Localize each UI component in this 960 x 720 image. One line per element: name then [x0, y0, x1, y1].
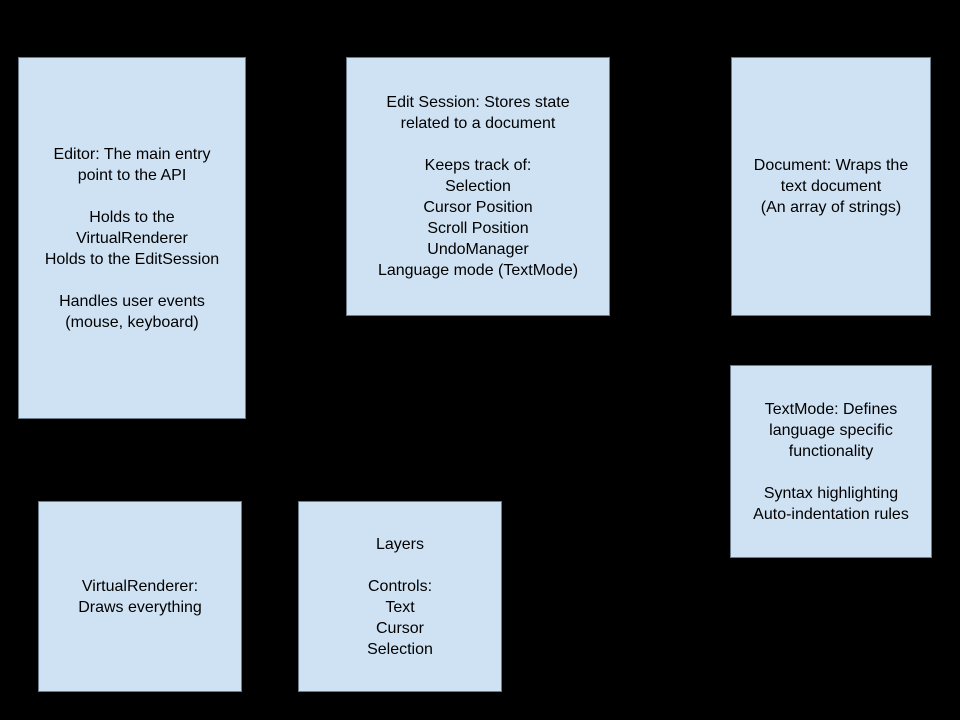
box-text-line: Syntax highlighting [763, 484, 899, 502]
box-text-line: text document [780, 178, 882, 195]
box-text-line: point to the API [77, 166, 187, 184]
box-text-line: Document: Wraps the [753, 157, 909, 174]
box-text-line: Controls: [367, 577, 433, 595]
box-text-line: Editor: The main entry [53, 145, 211, 163]
box-text-line: Text [385, 598, 415, 616]
box-text-line: Selection [367, 640, 433, 658]
box-text-line: VirtualRenderer [76, 229, 188, 247]
box-text-line [299, 555, 501, 576]
box-text-line: VirtualRenderer: [81, 577, 199, 595]
box-layers [298, 501, 502, 692]
box-editor [18, 57, 246, 419]
box-text-line: Holds to the EditSession [44, 250, 220, 268]
box-text-line [731, 462, 931, 483]
box-text-line: related to a document [400, 115, 556, 132]
box-text-line: Cursor Position [423, 199, 533, 216]
box-text-line: Holds to the [89, 208, 175, 226]
box-text-line: Selection [445, 178, 511, 195]
box-document [731, 57, 931, 316]
box-text-line: Scroll Position [427, 220, 529, 237]
box-text-line: Language mode (TextMode) [377, 262, 579, 279]
box-text-line: (mouse, keyboard) [65, 313, 199, 331]
box-text-line: Edit Session: Stores state [386, 94, 570, 111]
box-textmode [730, 365, 932, 558]
box-text-line: Cursor [375, 619, 424, 637]
box-text-line [19, 270, 245, 291]
box-virtual-renderer [38, 501, 242, 692]
box-text-line: Draws everything [78, 598, 202, 616]
box-text-line [347, 134, 609, 155]
box-text-line: UndoManager [427, 241, 529, 258]
box-text-line: (An array of strings) [760, 199, 902, 216]
box-text-line: TextMode: Defines [764, 400, 898, 418]
box-text-line: Keeps track of: [424, 157, 532, 174]
box-text-line: functionality [788, 442, 874, 460]
box-edit-session [346, 57, 610, 316]
box-text-line: language specific [769, 421, 893, 439]
box-text-line: Handles user events [59, 292, 205, 310]
box-text-line: Layers [375, 535, 425, 553]
box-text-line [19, 186, 245, 207]
box-text-line: Auto-indentation rules [753, 505, 909, 523]
